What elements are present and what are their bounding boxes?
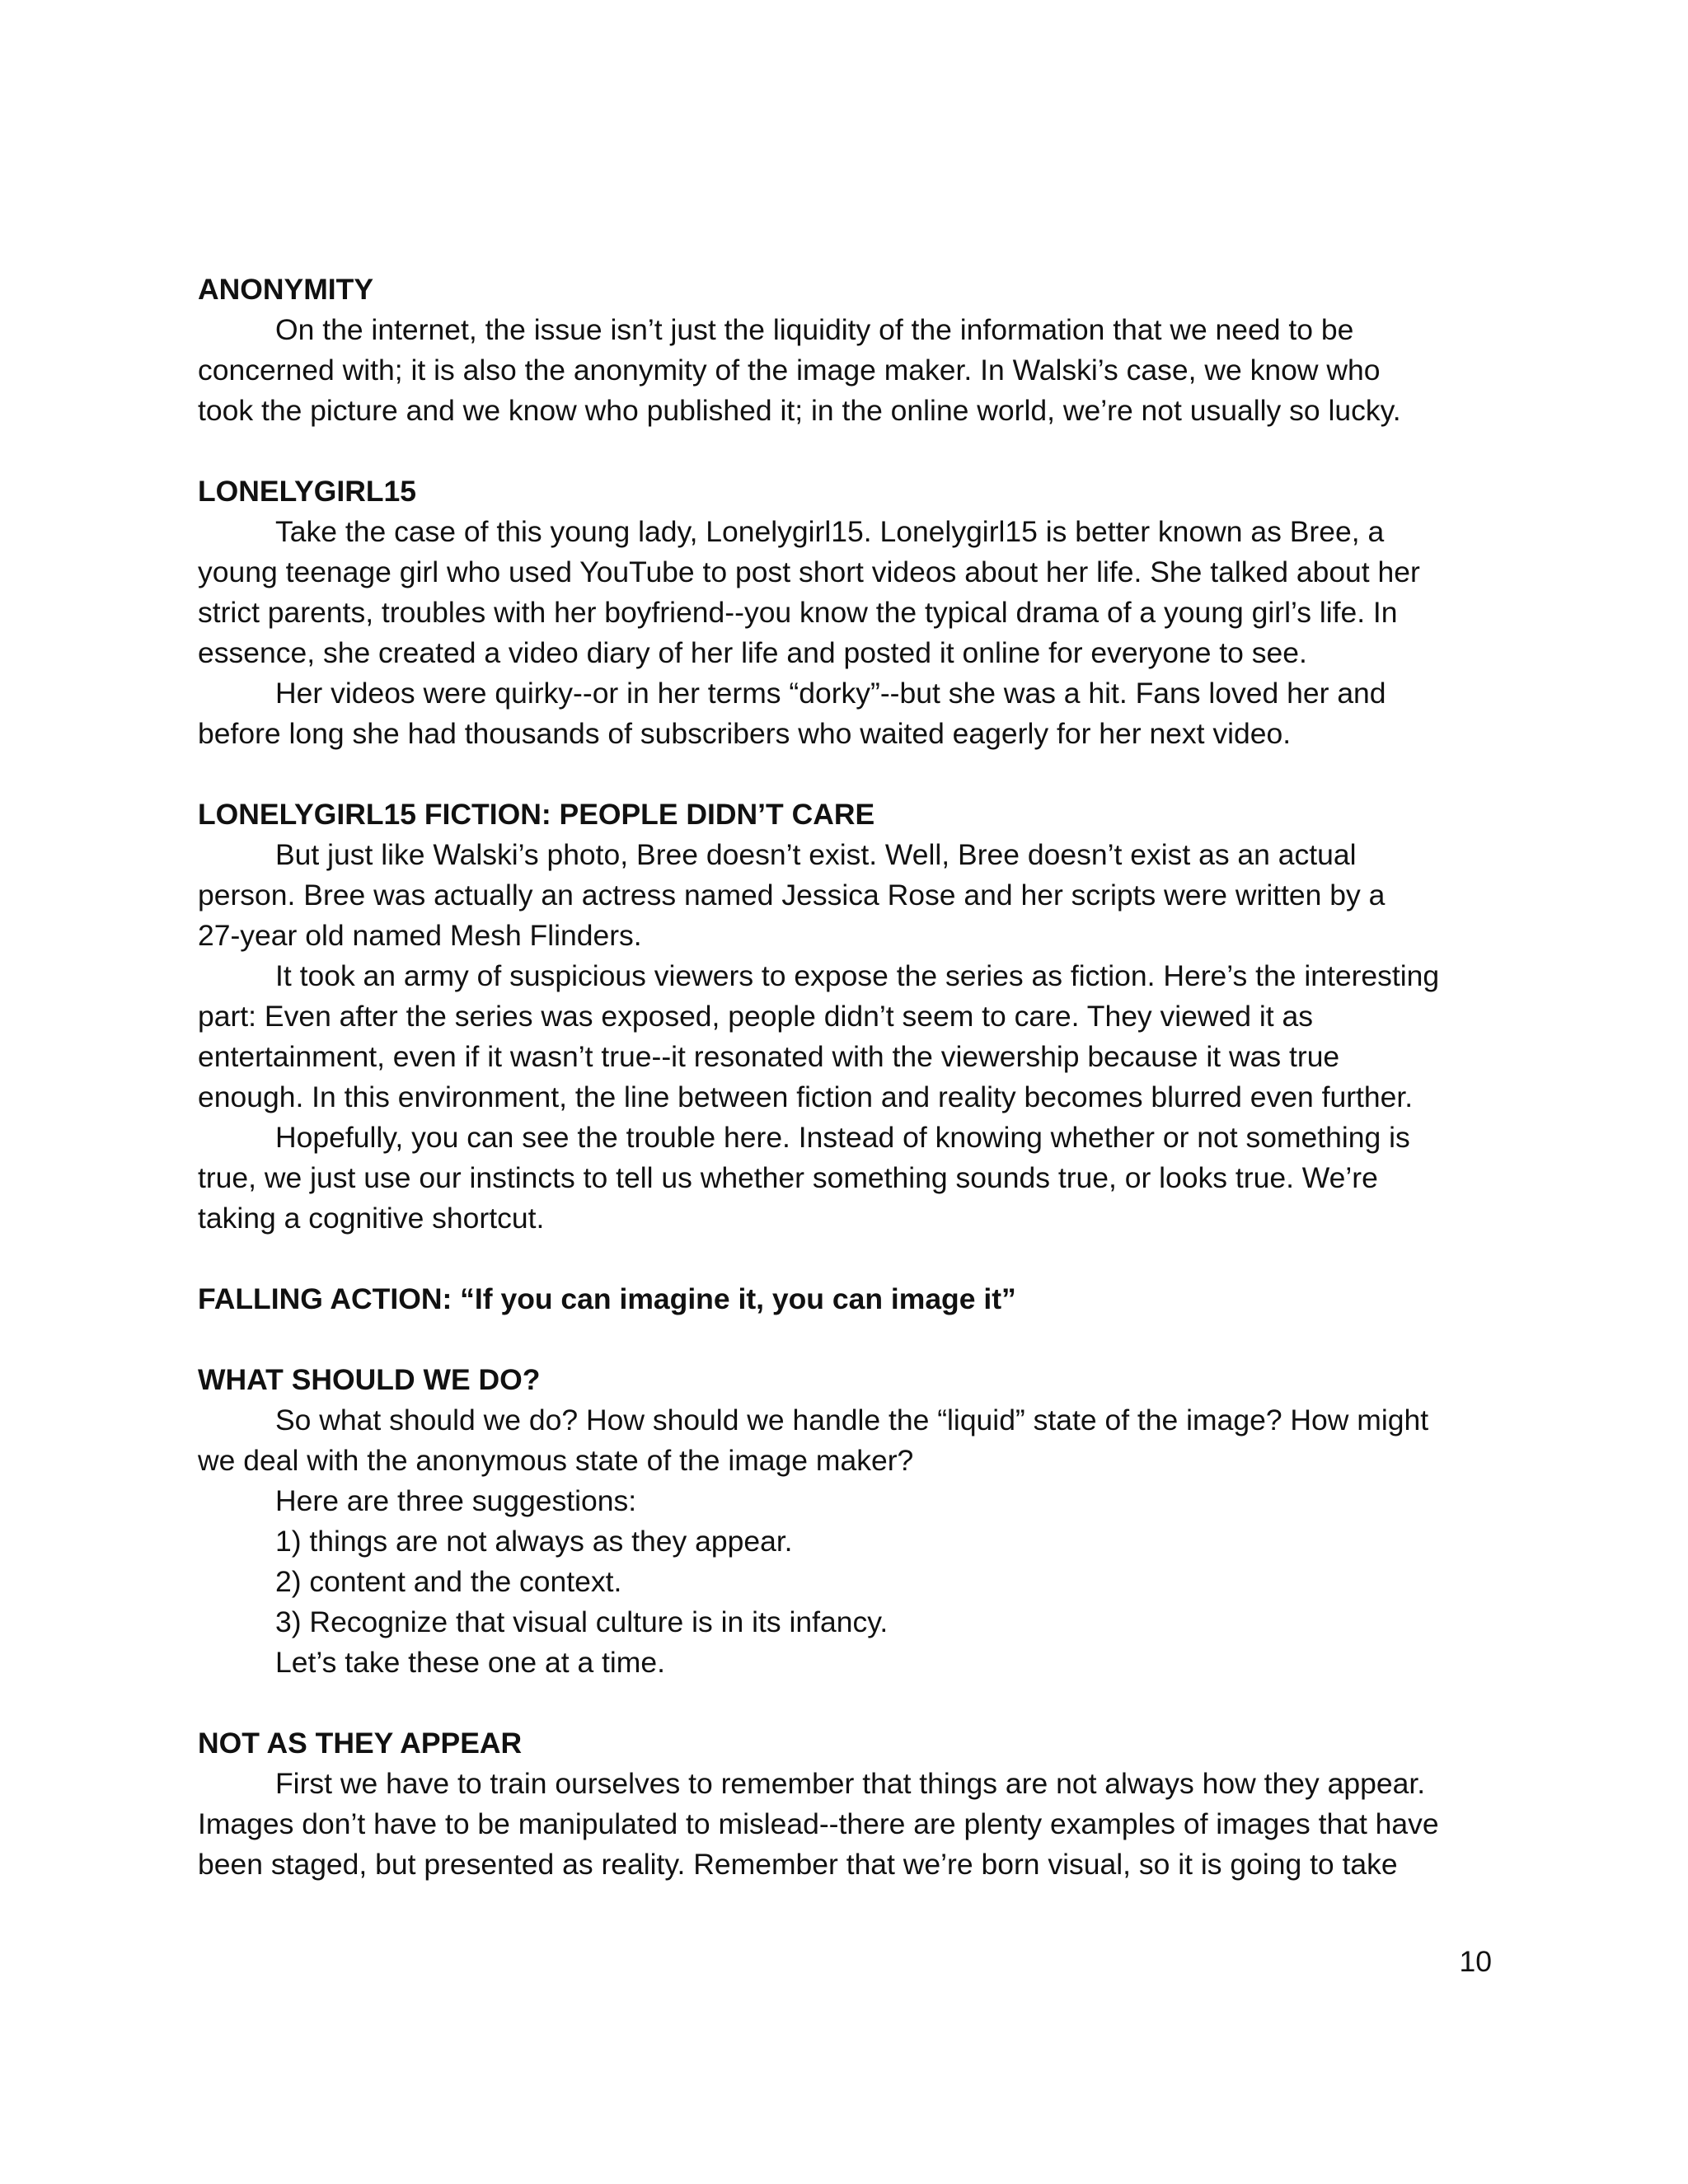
paragraph-line: strict parents, troubles with her boyfriend--you know the typical drama of a young girl’s life. In [198, 596, 1398, 629]
paragraph-line: 27-year old named Mesh Flinders. [198, 919, 642, 952]
section-heading-lonelygirl15: LONELYGIRL15 [198, 475, 417, 508]
paragraph-line: essence, she created a video diary of her life and posted it online for everyone to see. [198, 636, 1307, 669]
paragraph-line: On the internet, the issue isn’t just the liquidity of the information that we need to be [275, 313, 1354, 346]
paragraph-line: young teenage girl who used YouTube to post short videos about her life. She talked about her [198, 555, 1420, 588]
paragraph-line: been staged, but presented as reality. Remember that we’re born visual, so it is going to take [198, 1848, 1398, 1881]
document-body [198, 269, 1500, 1885]
paragraph-line: Take the case of this young lady, Lonelygirl15. Lonelygirl15 is better known as Bree, a [275, 515, 1385, 548]
paragraph-line: But just like Walski’s photo, Bree doesn’t exist. Well, Bree doesn’t exist as an actual [275, 838, 1357, 871]
paragraph-line: Images don’t have to be manipulated to mislead--there are plenty examples of images that have [198, 1807, 1439, 1840]
section-heading-not-as-they-appear: NOT AS THEY APPEAR [198, 1727, 523, 1760]
paragraph-line: enough. In this environment, the line between fiction and reality becomes blurred even further. [198, 1080, 1414, 1113]
paragraph-line: Let’s take these one at a time. [275, 1646, 665, 1679]
paragraph-gap [198, 1319, 1500, 1360]
paragraph-line: true, we just use our instincts to tell us whether something sounds true, or looks true. We’re [198, 1161, 1378, 1194]
paragraph-line: person. Bree was actually an actress named Jessica Rose and her scripts were written by a [198, 879, 1386, 912]
paragraph-line: It took an army of suspicious viewers to expose the series as fiction. Here’s the interesting [275, 959, 1440, 992]
paragraph-gap [198, 1683, 1500, 1723]
paragraph-line: Here are three suggestions: [275, 1484, 637, 1517]
paragraph-line: part: Even after the series was exposed, people didn’t seem to care. They viewed it as [198, 1000, 1314, 1033]
list-item: 2) content and the context. [275, 1565, 622, 1598]
section-heading-lonelygirl15-fiction: LONELYGIRL15 FICTION: PEOPLE DIDN’T CARE [198, 798, 875, 831]
paragraph-line: concerned with; it is also the anonymity of the image maker. In Walski’s case, we know who [198, 354, 1381, 387]
paragraph-line: before long she had thousands of subscribers who waited eagerly for her next video. [198, 717, 1292, 750]
list-item: 3) Recognize that visual culture is in its infancy. [275, 1605, 889, 1638]
paragraph-line: First we have to train ourselves to remember that things are not always how they appear. [275, 1767, 1426, 1800]
page-number: 10 [1459, 1945, 1492, 1978]
list-item: 1) things are not always as they appear. [275, 1525, 793, 1558]
paragraph-gap [198, 431, 1500, 471]
paragraph-line: Her videos were quirky--or in her terms “dorky”--but she was a hit. Fans loved her and [275, 677, 1386, 710]
paragraph-gap [198, 754, 1500, 794]
paragraph-line: we deal with the anonymous state of the image maker? [198, 1444, 914, 1477]
section-heading-anonymity: ANONYMITY [198, 273, 373, 306]
section-heading-what-should-we-do: WHAT SHOULD WE DO? [198, 1363, 541, 1396]
paragraph-line: So what should we do? How should we handle the “liquid” state of the image? How might [275, 1404, 1429, 1436]
paragraph-line: entertainment, even if it wasn’t true--it resonated with the viewership because it was true [198, 1040, 1340, 1073]
paragraph-gap [198, 1239, 1500, 1279]
paragraph-line: taking a cognitive shortcut. [198, 1202, 545, 1235]
section-heading-falling-action: FALLING ACTION: “If you can imagine it, you can image it” [198, 1282, 1016, 1315]
paragraph-line: Hopefully, you can see the trouble here. Instead of knowing whether or not something is [275, 1121, 1410, 1154]
paragraph-line: took the picture and we know who published it; in the online world, we’re not usually so lucky. [198, 394, 1401, 427]
